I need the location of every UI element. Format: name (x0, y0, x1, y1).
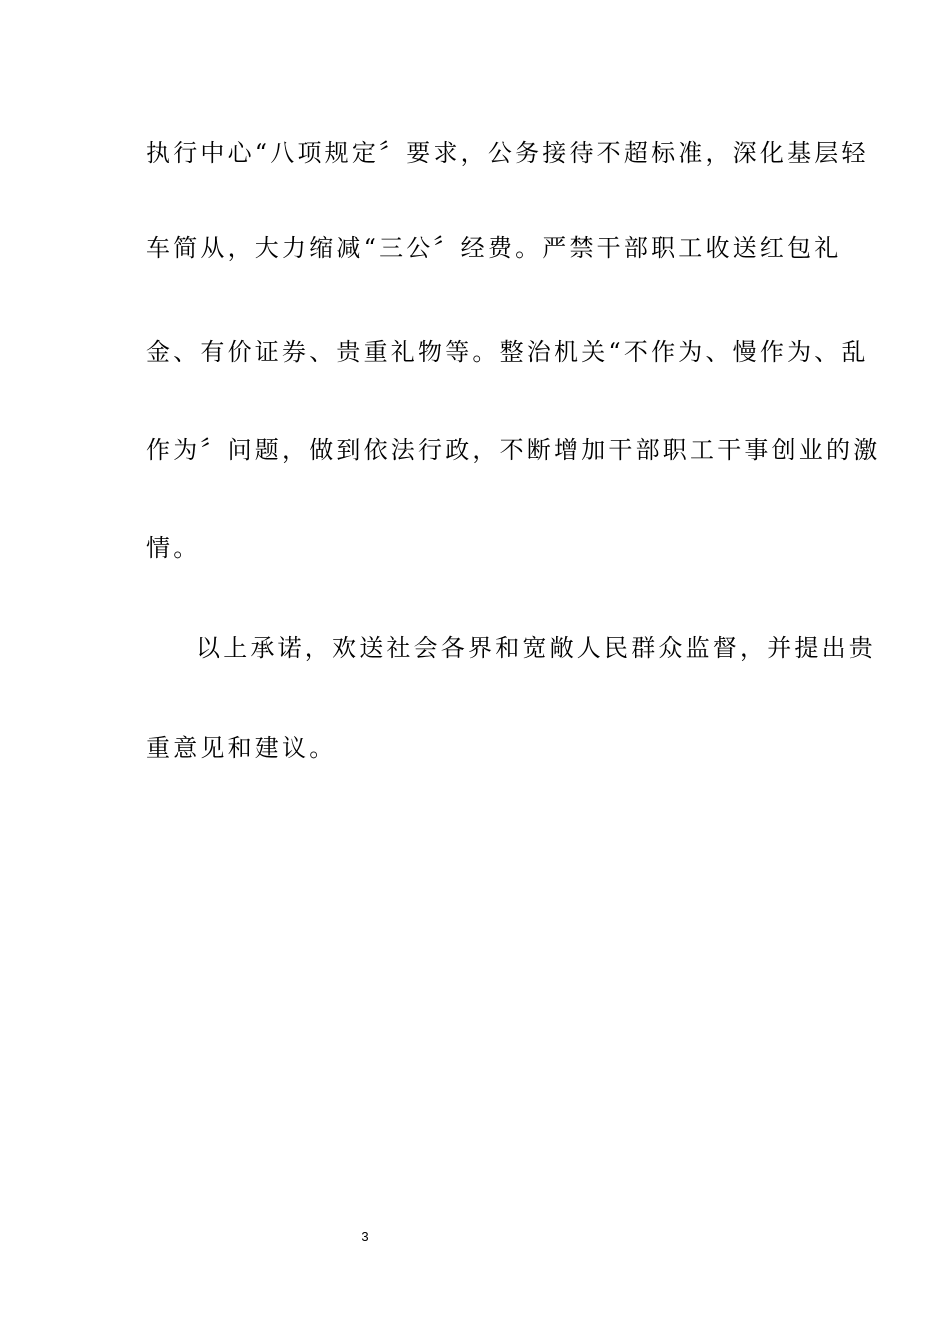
paragraph-line: 情。 (146, 534, 201, 562)
paragraph-line: 作为〞问题，做到依法行政，不断增加干部职工干事创业的激 (146, 436, 881, 464)
paragraph-line: 执行中心“八项规定〞要求，公务接待不超标准，深化基层轻 (146, 139, 869, 167)
paragraph-line: 车简从，大力缩减“三公〞经费。严禁干部职工收送红包礼 (146, 234, 842, 262)
paragraph-line: 金、有价证券、贵重礼物等。整治机关“不作为、慢作为、乱 (146, 338, 869, 366)
paragraph-line: 重意见和建议。 (146, 734, 337, 762)
page-number: 3 (361, 1229, 369, 1244)
paragraph-line: 以上承诺，欢送社会各界和宽敞人民群众监督，并提出贵 (196, 634, 876, 662)
